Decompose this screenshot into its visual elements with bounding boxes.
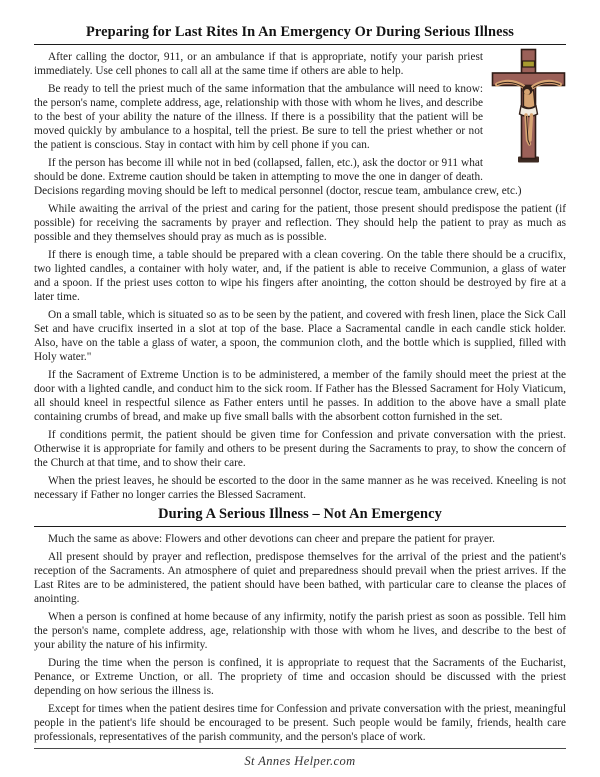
section-heading-not-emergency: During A Serious Illness – Not An Emergency [34,506,566,527]
inri-plaque [523,61,535,67]
paragraph: If there is enough time, a table should be prepared with a clean covering. On the table there should be a crucifix, two lighted candles, a container with holy water, and, if the patient is able to receive Communion, a glass of water and a spoon. If the priest uses cotton to wipe his fingers after anointing, the cotton should be destroyed by fire at a later time. [34,249,566,303]
crucifix-image [491,48,566,165]
paragraph: Except for times when the patient desires time for Confession and private conversation with the priest, meaningful people in the patient's life should be encouraged to be present. Such people would be family, friends, health care professionals, representatives of the parish community, and the person's place of work. [34,703,566,743]
footer-site-credit: St Annes Helper.com [244,754,356,768]
paragraph: When a person is confined at home because of any infirmity, notify the parish priest as soon as possible. Tell him the person's name, complete address, age, relationship with those with whom he lives, and describe to the best of your ability the nature of his infirmity. [34,611,566,651]
paragraph: Much the same as above: Flowers and other devotions can cheer and prepare the patient for prayer. [48,533,495,545]
paragraph: After calling the doctor, 911, or an ambulance if that is appropriate, notify your parish priest immediately. Use cell phones to call all at the same time if others are able to help. [34,51,483,77]
paragraph: During the time when the person is confined, it is appropriate to request that the Sacraments of the Eucharist, Penance, or Extreme Unction, or all. The propriety of time and occasion should be discussed with the priest depending on how serious the illness is. [34,657,566,697]
paragraph: If conditions permit, the patient should be given time for Confession and private conversation with the priest. Otherwise it is appropriate for family and others to be present during the Sacraments to pray, to show the concern of the Church at that time, and to show their care. [34,429,566,469]
page-footer [34,748,566,770]
paragraph: If the Sacrament of Extreme Unction is to be administered, a member of the family should meet the priest at the door with a lighted candle, and conduct him to the sick room. If Father has the Blessed Sacrament for Holy Viaticum, all should kneel in respectful silence as Father enters until he passes. In addition to the above have a small plate containing crumbs of bread, and make up five small balls with the absorbent cotton furnished in the set. [34,369,566,423]
paragraph: All present should by prayer and reflection, predispose themselves for the arrival of the priest and the patient's reception of the Sacraments. An atmosphere of quiet and preparedness should prevail when the priest arrives. If the Last Rites are to be administered, the patient should have been bathed, with particular care to cleanse the places of anointing. [34,551,566,605]
paragraph: On a small table, which is situated so as to be seen by the patient, and covered with fresh linen, place the Sick Call Set and have crucifix inserted in a slot at top of the base. Place a Sacramental candle in each candle stick holder. Also, have on the table a glass of water, a spoon, the communion cloth, and the bottle which is supplied, filled with Holy water." [34,309,566,363]
section-heading-emergency: Preparing for Last Rites In An Emergency Or During Serious Illness [34,24,566,45]
crucifix-icon [491,48,566,165]
paragraph: Be ready to tell the priest much of the same information that the ambulance will need to know: the person's name, complete address, age, relationship with those with whom he lives, and describe to the best of your ability the nature of the illness. If there is a possibility that the patient will be moved quickly by ambulance to a hospital, tell the priest. Be sure to tell the priest whether or not the patient is conscious. Stay in contact with him by cell phone if you can. [34,83,483,151]
paragraph: If the person has become ill while not in bed (collapsed, fallen, etc.), ask the doctor or 911 what should be done. Extreme caution should be taken in attempting to move the one in danger of death. Decisions regarding moving should be left to medical personnel (doctor, rescue team, ambulance crew, etc.) [34,157,522,197]
paragraph: When the priest leaves, he should be escorted to the door in the same manner as he was received. Kneeling is not necessary if Father no longer carries the Blessed Sacrament. [34,475,566,501]
paragraph: While awaiting the arrival of the priest and caring for the patient, those present should predispose the patient (if possible) for receiving the sacraments by prayer and reflection. They should help the patient to pray as much as possible and they themselves should pray as much as is possible. [34,203,566,243]
section-not-emergency [34,506,566,744]
section-emergency [34,24,566,502]
corpus-head [524,89,530,95]
